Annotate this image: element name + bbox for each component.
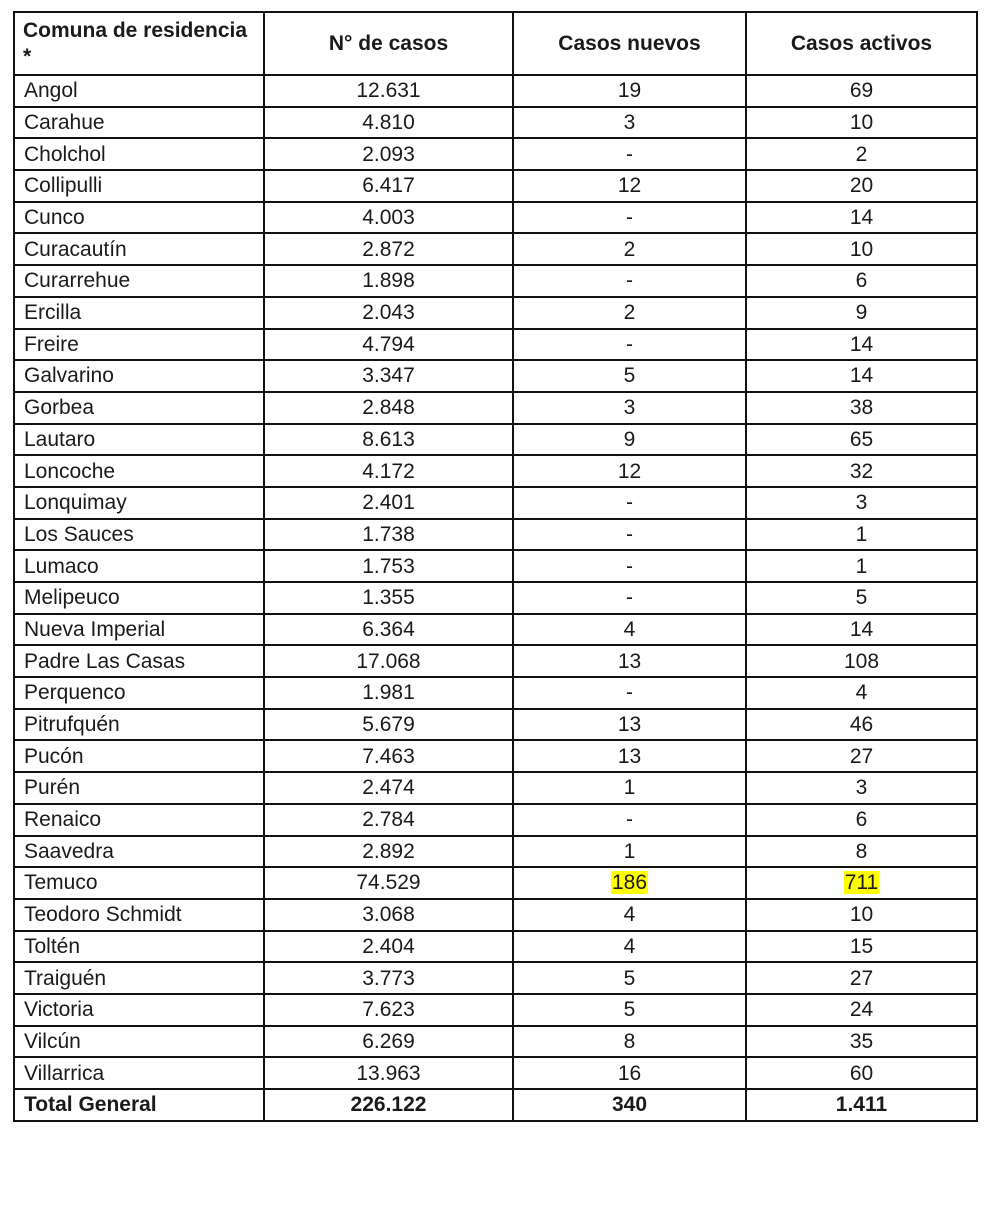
- comuna-cell: Cunco: [14, 202, 264, 234]
- comuna-cell: Ercilla: [14, 297, 264, 329]
- nuevos-cell: -: [513, 329, 746, 361]
- casos-cell: 3.773: [264, 962, 513, 994]
- comuna-cell: Lumaco: [14, 550, 264, 582]
- casos-cell: 13.963: [264, 1057, 513, 1089]
- activos-cell: 10: [746, 107, 977, 139]
- table-row: [14, 772, 977, 804]
- table-row: [14, 392, 977, 424]
- activos-cell: 6: [746, 804, 977, 836]
- casos-cell: 7.463: [264, 740, 513, 772]
- nuevos-cell: 4: [513, 614, 746, 646]
- casos-cell: 4.172: [264, 455, 513, 487]
- total-label: Total General: [14, 1089, 264, 1121]
- comuna-cell: Curacautín: [14, 233, 264, 265]
- activos-cell: 10: [746, 233, 977, 265]
- comuna-cell: Villarrica: [14, 1057, 264, 1089]
- activos-cell: 38: [746, 392, 977, 424]
- table-row: [14, 360, 977, 392]
- activos-cell: 24: [746, 994, 977, 1026]
- header-casos-activos: Casos activos: [746, 12, 977, 75]
- casos-cell: 12.631: [264, 75, 513, 107]
- total-row: [14, 1089, 977, 1121]
- nuevos-cell: -: [513, 677, 746, 709]
- casos-cell: 3.347: [264, 360, 513, 392]
- casos-cell: 1.898: [264, 265, 513, 297]
- casos-cell: 2.401: [264, 487, 513, 519]
- casos-cell: 2.784: [264, 804, 513, 836]
- comuna-cell: Lautaro: [14, 424, 264, 456]
- activos-cell: 27: [746, 962, 977, 994]
- casos-cell: 1.981: [264, 677, 513, 709]
- activos-cell: 65: [746, 424, 977, 456]
- comuna-cell: Cholchol: [14, 138, 264, 170]
- table-row: [14, 899, 977, 931]
- activos-cell: 14: [746, 202, 977, 234]
- casos-cell: 17.068: [264, 645, 513, 677]
- activos-cell: 6: [746, 265, 977, 297]
- header-num-casos: N° de casos: [264, 12, 513, 75]
- table-row: [14, 233, 977, 265]
- table-row: [14, 138, 977, 170]
- table-row: [14, 519, 977, 551]
- table-row: [14, 487, 977, 519]
- comuna-cell: Melipeuco: [14, 582, 264, 614]
- highlighted-value: 711: [844, 871, 879, 895]
- table-row: [14, 297, 977, 329]
- casos-cell: 4.794: [264, 329, 513, 361]
- casos-cell: 1.753: [264, 550, 513, 582]
- nuevos-cell: 1: [513, 836, 746, 868]
- cases-by-commune-table: [13, 11, 978, 1122]
- casos-cell: 2.848: [264, 392, 513, 424]
- activos-cell: 8: [746, 836, 977, 868]
- table-row: [14, 582, 977, 614]
- table-row: [14, 265, 977, 297]
- activos-cell: [746, 867, 977, 899]
- comuna-cell: Los Sauces: [14, 519, 264, 551]
- highlighted-value: 186: [611, 871, 648, 895]
- activos-cell: 69: [746, 75, 977, 107]
- activos-cell: 60: [746, 1057, 977, 1089]
- comuna-cell: Victoria: [14, 994, 264, 1026]
- activos-cell: 14: [746, 360, 977, 392]
- nuevos-cell: 3: [513, 392, 746, 424]
- activos-cell: 108: [746, 645, 977, 677]
- nuevos-cell: 2: [513, 297, 746, 329]
- table-header-row: [14, 12, 977, 75]
- nuevos-cell: -: [513, 487, 746, 519]
- nuevos-cell: -: [513, 550, 746, 582]
- comuna-cell: Angol: [14, 75, 264, 107]
- activos-cell: 9: [746, 297, 977, 329]
- casos-cell: 2.404: [264, 931, 513, 963]
- casos-cell: 2.474: [264, 772, 513, 804]
- table-row: [14, 455, 977, 487]
- nuevos-cell: 8: [513, 1026, 746, 1058]
- table-row: [14, 867, 977, 899]
- activos-cell: 3: [746, 772, 977, 804]
- comuna-cell: Pucón: [14, 740, 264, 772]
- comuna-cell: Temuco: [14, 867, 264, 899]
- casos-cell: 2.892: [264, 836, 513, 868]
- nuevos-cell: 5: [513, 360, 746, 392]
- nuevos-cell: 9: [513, 424, 746, 456]
- casos-cell: 5.679: [264, 709, 513, 741]
- nuevos-cell: -: [513, 202, 746, 234]
- comuna-cell: Carahue: [14, 107, 264, 139]
- comuna-cell: Collipulli: [14, 170, 264, 202]
- casos-cell: 2.043: [264, 297, 513, 329]
- comuna-cell: Perquenco: [14, 677, 264, 709]
- total-activos: 1.411: [746, 1089, 977, 1121]
- nuevos-cell: 5: [513, 962, 746, 994]
- comuna-cell: Loncoche: [14, 455, 264, 487]
- nuevos-cell: 13: [513, 740, 746, 772]
- activos-cell: 5: [746, 582, 977, 614]
- nuevos-cell: -: [513, 582, 746, 614]
- activos-cell: 20: [746, 170, 977, 202]
- comuna-cell: Pitrufquén: [14, 709, 264, 741]
- comuna-cell: Nueva Imperial: [14, 614, 264, 646]
- activos-cell: 10: [746, 899, 977, 931]
- table-row: [14, 75, 977, 107]
- casos-cell: 2.093: [264, 138, 513, 170]
- nuevos-cell: -: [513, 265, 746, 297]
- activos-cell: 35: [746, 1026, 977, 1058]
- comuna-cell: Toltén: [14, 931, 264, 963]
- total-casos: 226.122: [264, 1089, 513, 1121]
- comuna-cell: Traiguén: [14, 962, 264, 994]
- header-casos-nuevos: Casos nuevos: [513, 12, 746, 75]
- comuna-cell: Renaico: [14, 804, 264, 836]
- table-body: [14, 75, 977, 1089]
- table-row: [14, 677, 977, 709]
- table-row: [14, 931, 977, 963]
- table-row: [14, 740, 977, 772]
- table-row: [14, 645, 977, 677]
- nuevos-cell: 12: [513, 170, 746, 202]
- nuevos-cell: 13: [513, 645, 746, 677]
- casos-cell: 6.269: [264, 1026, 513, 1058]
- total-nuevos: 340: [513, 1089, 746, 1121]
- activos-cell: 14: [746, 614, 977, 646]
- comuna-cell: Freire: [14, 329, 264, 361]
- nuevos-cell: 19: [513, 75, 746, 107]
- activos-cell: 3: [746, 487, 977, 519]
- table-row: [14, 836, 977, 868]
- nuevos-cell: 5: [513, 994, 746, 1026]
- nuevos-cell: 4: [513, 899, 746, 931]
- casos-cell: 3.068: [264, 899, 513, 931]
- comuna-cell: Lonquimay: [14, 487, 264, 519]
- casos-cell: 74.529: [264, 867, 513, 899]
- table-row: [14, 170, 977, 202]
- table-row: [14, 962, 977, 994]
- table-row: [14, 804, 977, 836]
- casos-cell: 1.738: [264, 519, 513, 551]
- nuevos-cell: 13: [513, 709, 746, 741]
- casos-cell: 7.623: [264, 994, 513, 1026]
- activos-cell: 32: [746, 455, 977, 487]
- casos-cell: 6.417: [264, 170, 513, 202]
- comuna-cell: Vilcún: [14, 1026, 264, 1058]
- nuevos-cell: -: [513, 804, 746, 836]
- table-row: [14, 614, 977, 646]
- activos-cell: 27: [746, 740, 977, 772]
- nuevos-cell: 2: [513, 233, 746, 265]
- header-comuna: Comuna de residencia *: [14, 12, 264, 75]
- nuevos-cell: 3: [513, 107, 746, 139]
- casos-cell: 6.364: [264, 614, 513, 646]
- table-row: [14, 1057, 977, 1089]
- activos-cell: 4: [746, 677, 977, 709]
- table-row: [14, 709, 977, 741]
- casos-cell: 1.355: [264, 582, 513, 614]
- nuevos-cell: 12: [513, 455, 746, 487]
- activos-cell: 15: [746, 931, 977, 963]
- table-row: [14, 329, 977, 361]
- comuna-cell: Purén: [14, 772, 264, 804]
- nuevos-cell: 1: [513, 772, 746, 804]
- nuevos-cell: -: [513, 138, 746, 170]
- table-row: [14, 107, 977, 139]
- casos-cell: 4.810: [264, 107, 513, 139]
- comuna-cell: Padre Las Casas: [14, 645, 264, 677]
- casos-cell: 8.613: [264, 424, 513, 456]
- activos-cell: 2: [746, 138, 977, 170]
- nuevos-cell: 16: [513, 1057, 746, 1089]
- activos-cell: 1: [746, 550, 977, 582]
- table-row: [14, 1026, 977, 1058]
- table-row: [14, 994, 977, 1026]
- table-row: [14, 550, 977, 582]
- casos-cell: 4.003: [264, 202, 513, 234]
- comuna-cell: Galvarino: [14, 360, 264, 392]
- nuevos-cell: 4: [513, 931, 746, 963]
- table-row: [14, 202, 977, 234]
- activos-cell: 14: [746, 329, 977, 361]
- nuevos-cell: -: [513, 519, 746, 551]
- activos-cell: 46: [746, 709, 977, 741]
- comuna-cell: Saavedra: [14, 836, 264, 868]
- table-row: [14, 424, 977, 456]
- nuevos-cell: [513, 867, 746, 899]
- comuna-cell: Gorbea: [14, 392, 264, 424]
- comuna-cell: Teodoro Schmidt: [14, 899, 264, 931]
- comuna-cell: Curarrehue: [14, 265, 264, 297]
- activos-cell: 1: [746, 519, 977, 551]
- casos-cell: 2.872: [264, 233, 513, 265]
